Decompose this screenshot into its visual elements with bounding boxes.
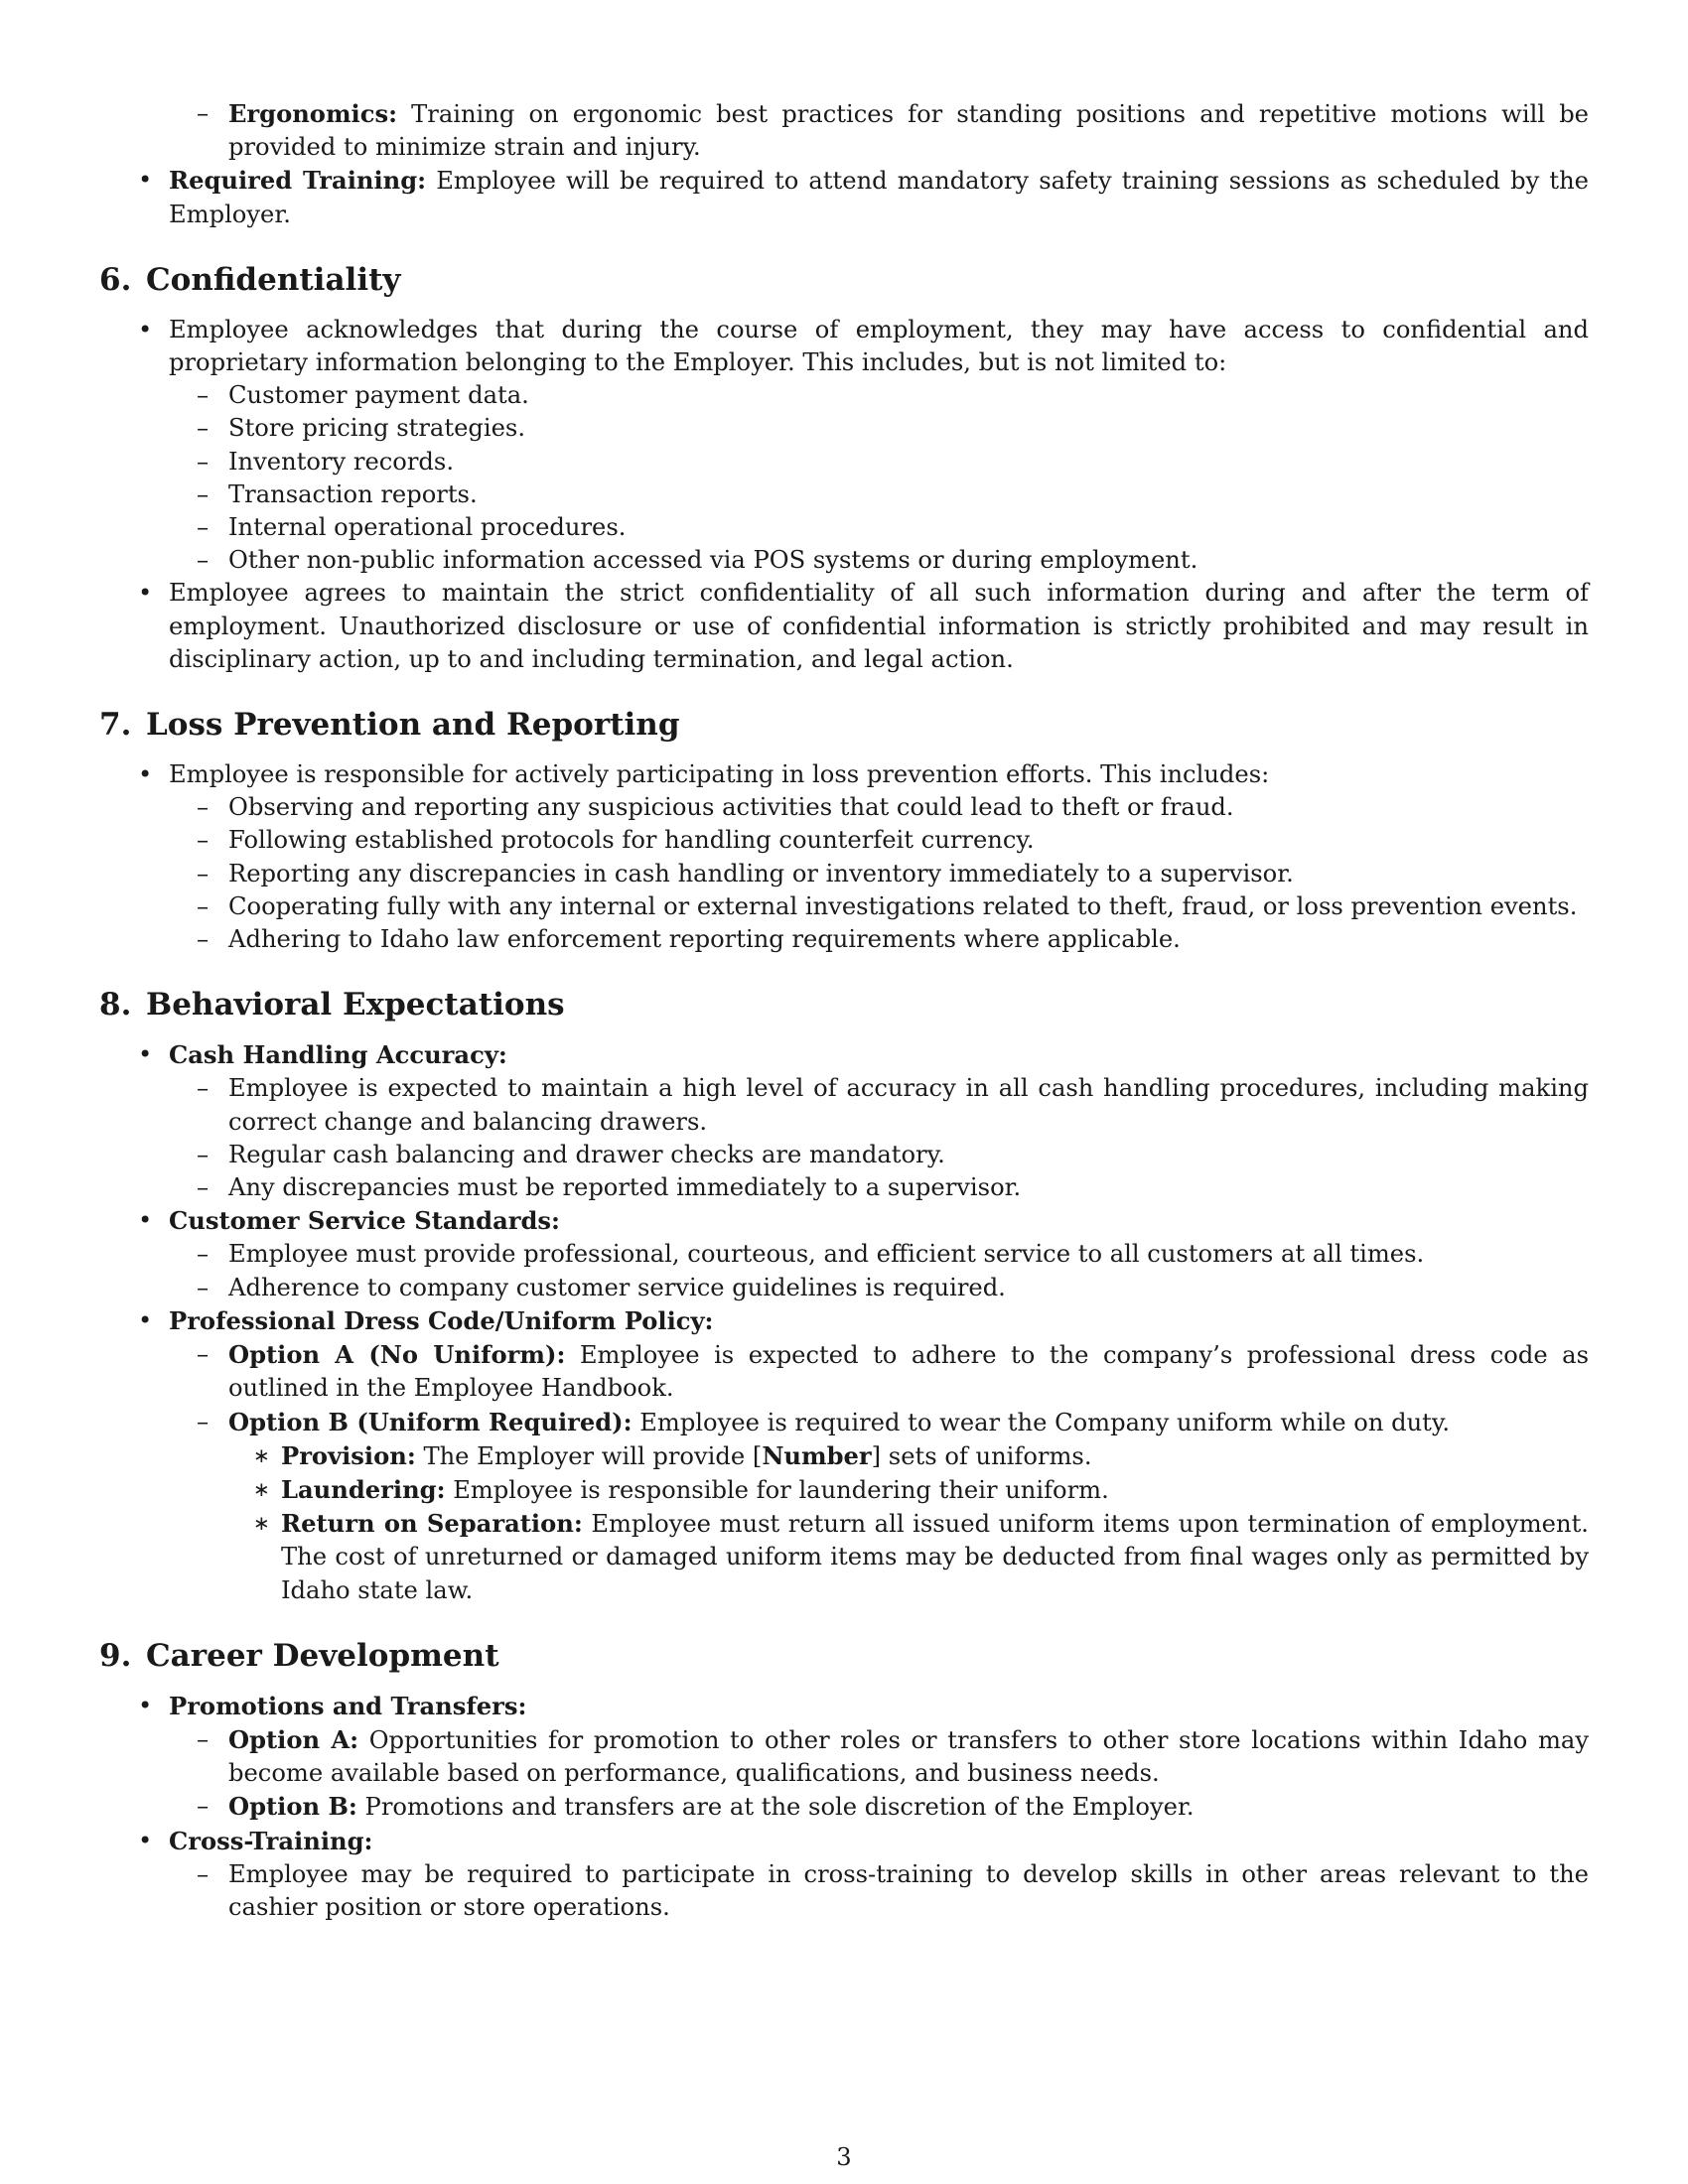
list-item-text: Employee is responsible for actively participating in loss prevention efforts. This includes: — [169, 760, 1270, 789]
section-title: Loss Prevention and Reporting — [146, 707, 680, 744]
dash-marker: – — [197, 513, 210, 542]
star-marker: ∗ — [253, 1511, 270, 1536]
list-item-text: Observing and reporting any suspicious activities that could lead to theft or fraud. — [228, 793, 1234, 822]
list-item-ergonomics — [197, 97, 1589, 164]
dash-marker: – — [197, 1074, 210, 1103]
document-content — [99, 97, 1589, 1924]
list-item — [197, 1139, 1589, 1171]
list-item-text: Cooperating fully with any internal or external investigations related to theft, fraud, or loss prevention events. — [228, 891, 1578, 920]
list-item-text: Store pricing strategies. — [228, 414, 526, 443]
list-item-laundering — [253, 1473, 1589, 1507]
list-item — [197, 1272, 1589, 1304]
list-item-promotions — [138, 1690, 1589, 1723]
list-item-text: Following established protocols for handling counterfeit currency. — [228, 826, 1035, 855]
section-number: 7. — [99, 707, 132, 744]
section-title: Career Development — [146, 1637, 499, 1674]
list-item-text: Transaction reports. — [228, 479, 478, 508]
list-item — [197, 544, 1589, 577]
section-heading-behavioral-expectations — [99, 985, 1589, 1024]
bullet-marker: • — [138, 315, 153, 343]
section-heading-confidentiality — [99, 260, 1589, 300]
list-item-text: Reporting any discrepancies in cash handling or inventory immediately to a supervisor. — [228, 859, 1294, 887]
list-item — [197, 446, 1589, 478]
promo-option-a-label: Option A: — [228, 1724, 359, 1754]
dash-marker: – — [197, 793, 210, 822]
section-title: Confidentiality — [146, 261, 401, 298]
list-item-dress-code — [138, 1304, 1589, 1338]
list-item — [197, 412, 1589, 445]
list-item-cash-handling — [138, 1038, 1589, 1072]
list-item — [197, 511, 1589, 544]
list-item-provision — [253, 1439, 1589, 1473]
list-item-text: Customer payment data. — [228, 381, 529, 410]
dress-code-label: Professional Dress Code/Uniform Policy: — [169, 1305, 714, 1335]
list-item — [197, 858, 1589, 890]
list-item-text: Any discrepancies must be reported immediately to a supervisor. — [228, 1173, 1022, 1202]
option-a-text: Employee is expected to adhere to the company’s professional dress code as outlined in the Employee Handbook. — [228, 1341, 1589, 1403]
option-b-text: Employee is required to wear the Company uniform while on duty. — [632, 1408, 1451, 1436]
list-item-text: Employee is expected to maintain a high level of accuracy in all cash handling procedures, including making correct change and balancing drawers. — [228, 1074, 1589, 1136]
option-b-label: Option B (Uniform Required): — [228, 1407, 633, 1436]
dash-marker: – — [197, 1273, 210, 1301]
list-item — [197, 824, 1589, 857]
promo-option-a-text: Opportunities for promotion to other roles or transfers to other store locations within Idaho may become available based on performance, qualifications, and business needs. — [228, 1725, 1589, 1788]
list-item — [197, 379, 1589, 412]
page-number: 3 — [836, 2143, 852, 2171]
cross-training-label: Cross-Training: — [169, 1826, 373, 1855]
list-item-required-training — [138, 164, 1589, 230]
bullet-marker: • — [138, 1691, 153, 1719]
cash-handling-label: Cash Handling Accuracy: — [169, 1040, 507, 1070]
promotions-label: Promotions and Transfers: — [169, 1691, 527, 1720]
list-item-text: Internal operational procedures. — [228, 513, 627, 542]
list-item-customer-service — [138, 1204, 1589, 1238]
list-item-option-a — [197, 1338, 1589, 1405]
dash-marker: – — [197, 414, 210, 443]
dash-marker: – — [197, 1724, 210, 1753]
ergonomics-label: Ergonomics: — [228, 99, 397, 128]
list-item — [197, 890, 1589, 923]
dash-marker: – — [197, 1859, 210, 1888]
list-item-text: Regular cash balancing and drawer checks are mandatory. — [228, 1140, 945, 1168]
bullet-marker: • — [138, 1826, 153, 1854]
list-item-text: Employee acknowledges that during the course of employment, they may have access to confidential and proprietary information belonging to the Employer. This includes, but is not limited to: — [169, 315, 1589, 377]
provision-number-placeholder: Number — [762, 1440, 872, 1470]
list-item-option-b — [197, 1406, 1589, 1439]
list-item-return-on-separation — [253, 1507, 1589, 1607]
dash-marker: – — [197, 1340, 210, 1369]
dash-marker: – — [197, 99, 210, 127]
dash-marker: – — [197, 381, 210, 410]
dash-marker: – — [197, 1792, 210, 1821]
dash-marker: – — [197, 447, 210, 476]
bullet-marker: • — [138, 166, 153, 195]
required-training-text: Employee will be required to attend mandatory safety training sessions as scheduled by the Employer. — [169, 167, 1589, 228]
list-item-text: Employee may be required to participate in cross-training to develop skills in other areas relevant to the cashier position or store operations. — [228, 1859, 1589, 1921]
dash-marker: – — [197, 479, 210, 508]
list-item-promo-option-a — [197, 1723, 1589, 1790]
dash-marker: – — [197, 1173, 210, 1202]
bullet-marker: • — [138, 1305, 153, 1334]
list-item-promo-option-b — [197, 1790, 1589, 1824]
list-item — [138, 758, 1589, 791]
list-item — [197, 1171, 1589, 1204]
dash-marker: – — [197, 891, 210, 920]
provision-text-post: ] sets of uniforms. — [871, 1441, 1092, 1470]
bullet-marker: • — [138, 579, 153, 608]
dash-marker: – — [197, 1140, 210, 1168]
list-item — [197, 1858, 1589, 1924]
promo-option-b-label: Option B: — [228, 1792, 357, 1822]
bullet-marker: • — [138, 1040, 153, 1069]
section-number: 9. — [99, 1637, 132, 1674]
section-heading-loss-prevention — [99, 705, 1589, 745]
list-item — [197, 923, 1589, 956]
list-item-text: Employee agrees to maintain the strict confidentiality of all such information during and after the term of employment. Unauthorized disclosure or use of confidential information is strictly prohibited and may result in disciplinary action, up to and including termination, and legal action. — [169, 579, 1589, 673]
return-text: Employee must return all issued uniform items upon termination of employment. The cost of unreturned or damaged uniform items may be deducted from final wages only as permitted by Idaho state law. — [281, 1510, 1589, 1604]
bullet-marker: • — [138, 1206, 153, 1235]
promo-option-b-text: Promotions and transfers are at the sole discretion of the Employer. — [356, 1793, 1195, 1822]
customer-service-label: Customer Service Standards: — [169, 1206, 560, 1236]
required-training-label: Required Training: — [169, 166, 427, 196]
star-marker: ∗ — [253, 1476, 270, 1501]
dash-marker: – — [197, 1407, 210, 1435]
list-item-text: Inventory records. — [228, 447, 455, 476]
list-item — [197, 791, 1589, 824]
return-label: Return on Separation: — [281, 1509, 583, 1539]
list-item — [138, 314, 1589, 379]
dash-marker: – — [197, 859, 210, 887]
bullet-marker: • — [138, 760, 153, 789]
laundering-label: Laundering: — [281, 1474, 446, 1504]
dash-marker: – — [197, 925, 210, 954]
dash-marker: – — [197, 546, 210, 575]
list-item-text: Employee must provide professional, courteous, and efficient service to all customers at all times. — [228, 1240, 1425, 1269]
section-title: Behavioral Expectations — [146, 987, 565, 1024]
list-item-text: Other non-public information accessed via POS systems or during employment. — [228, 546, 1198, 575]
list-item-text: Adherence to company customer service guidelines is required. — [228, 1273, 1006, 1301]
dash-marker: – — [197, 826, 210, 855]
section-number: 6. — [99, 261, 132, 298]
provision-text-pre: The Employer will provide [ — [415, 1441, 763, 1470]
list-item-cross-training — [138, 1825, 1589, 1858]
laundering-text: Employee is responsible for laundering their uniform. — [445, 1475, 1109, 1504]
section-number: 8. — [99, 987, 132, 1024]
list-item — [197, 1072, 1589, 1138]
dash-marker: – — [197, 1240, 210, 1269]
list-item — [138, 577, 1589, 676]
section-heading-career-development — [99, 1636, 1589, 1676]
option-a-label: Option A (No Uniform): — [228, 1340, 566, 1370]
provision-label: Provision: — [281, 1440, 416, 1470]
ergonomics-text: Training on ergonomic best practices for standing positions and repetitive motions will be provided to minimize strain and injury. — [228, 100, 1589, 162]
star-marker: ∗ — [253, 1442, 270, 1467]
list-item — [197, 1238, 1589, 1271]
list-item-text: Adhering to Idaho law enforcement reporting requirements where applicable. — [228, 925, 1181, 954]
list-item — [197, 478, 1589, 511]
